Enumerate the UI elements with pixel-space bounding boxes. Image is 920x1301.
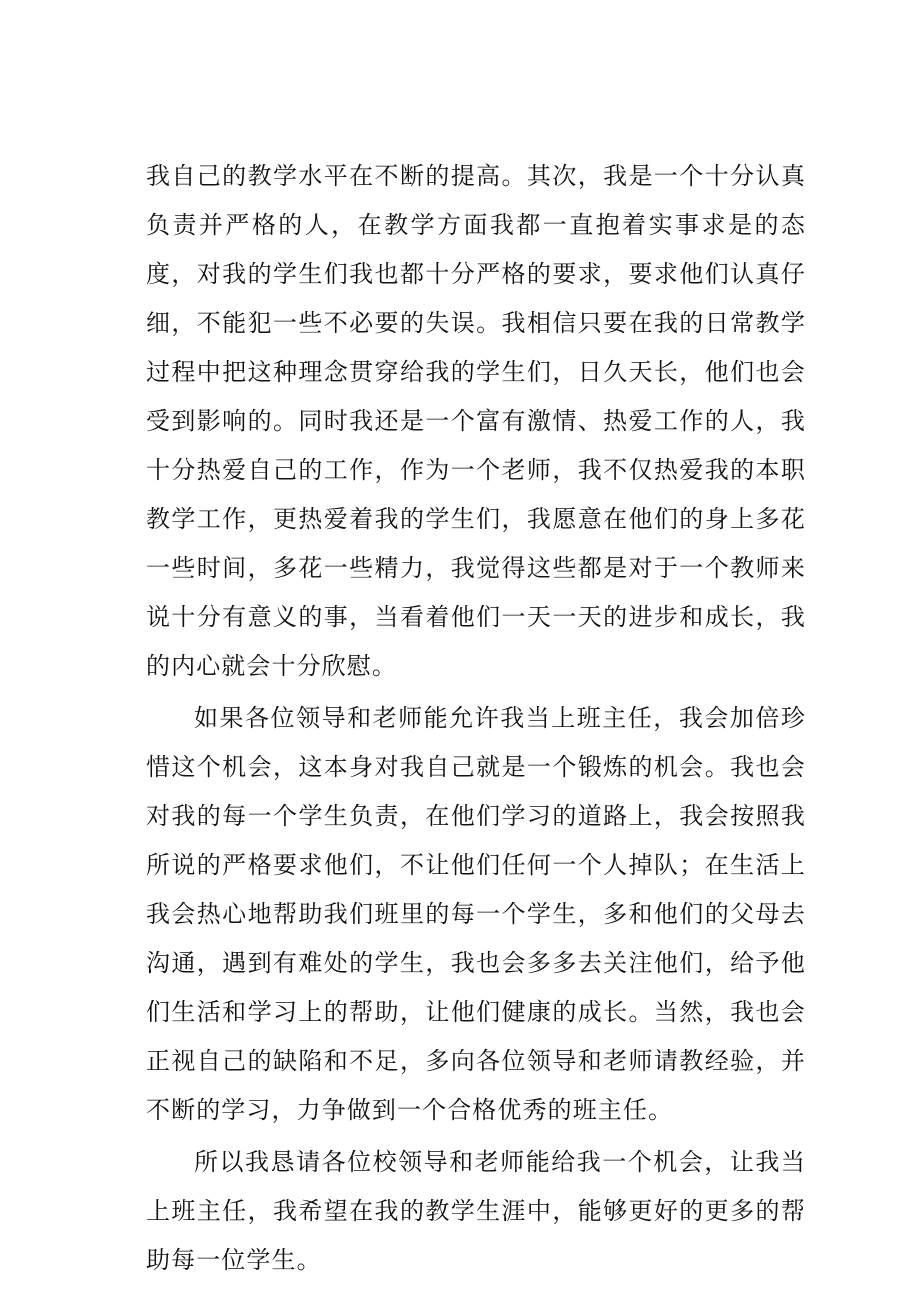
paragraph-2: 如果各位领导和老师能允许我当上班主任，我会加倍珍惜这个机会，这本身对我自己就是一个锻炼的机会。我也会对我的每一个学生负责，在他们学习的道路上，我会按照我所说的严格要求他们，不让他们任何一个人掉队；在生活上我会热心地帮助我们班里的每一个学生，多和他们的父母去沟通，遇到有难处的学生，我也会多多去关注他们，给予他们生活和学习上的帮助，让他们健康的成长。当然，我也会正视自己的缺陷和不足，多向各位领导和老师请教经验，并不断的学习，力争做到一个合格优秀的班主任。	[146, 704, 806, 1124]
body-text	[146, 152, 806, 1285]
paragraph-3: 所以我恳请各位校领导和老师能给我一个机会，让我当上班主任，我希望在我的教学生涯中，能够更好的更多的帮助每一位学生。	[146, 1148, 806, 1274]
paragraph-1: 我自己的教学水平在不断的提高。其次，我是一个十分认真负责并严格的人，在教学方面我都一直抱着实事求是的态度，对我的学生们我也都十分严格的要求，要求他们认真仔细，不能犯一些不必要的失误。我相信只要在我的日常教学过程中把这种理念贯穿给我的学生们，日久天长，他们也会受到影响的。同时我还是一个富有激情、热爱工作的人，我十分热爱自己的工作，作为一个老师，我不仅热爱我的本职教学工作，更热爱着我的学生们，我愿意在他们的身上多花一些时间，多花一些精力，我觉得这些都是对于一个教师来说十分有意义的事，当看着他们一天一天的进步和成长，我的内心就会十分欣慰。	[146, 162, 806, 680]
